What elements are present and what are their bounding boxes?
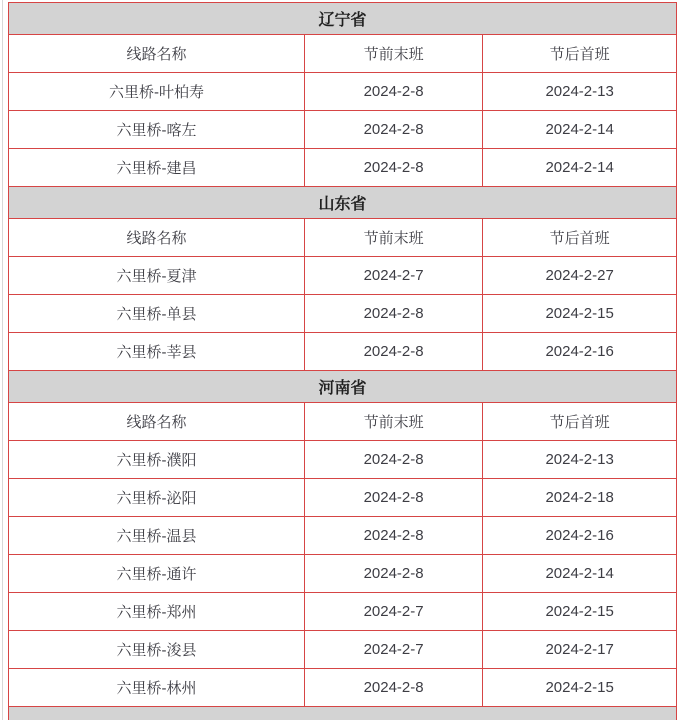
first-after-cell: 2024-2-27 xyxy=(483,257,677,295)
first-after-cell: 2024-2-18 xyxy=(483,479,677,517)
province-label-partial xyxy=(9,707,677,720)
route-cell: 六里桥-单县 xyxy=(9,295,305,333)
column-header-first-after: 节后首班 xyxy=(483,403,677,441)
column-header-first-after: 节后首班 xyxy=(483,35,677,73)
route-cell: 六里桥-林州 xyxy=(9,669,305,707)
page-edge-line xyxy=(2,0,3,720)
section-header-row xyxy=(9,187,677,219)
table-row xyxy=(9,73,677,111)
last-before-cell: 2024-2-8 xyxy=(304,555,482,593)
table-row xyxy=(9,295,677,333)
route-cell: 六里桥-建昌 xyxy=(9,149,305,187)
last-before-cell: 2024-2-8 xyxy=(304,111,482,149)
last-before-cell: 2024-2-8 xyxy=(304,295,482,333)
last-before-cell: 2024-2-7 xyxy=(304,593,482,631)
section-header-row xyxy=(9,371,677,403)
table-row xyxy=(9,149,677,187)
first-after-cell: 2024-2-14 xyxy=(483,149,677,187)
route-cell: 六里桥-喀左 xyxy=(9,111,305,149)
section-header-row-partial xyxy=(9,707,677,720)
route-cell: 六里桥-濮阳 xyxy=(9,441,305,479)
bus-schedule-table xyxy=(8,2,677,720)
table-row xyxy=(9,593,677,631)
column-header-route: 线路名称 xyxy=(9,219,305,257)
table-row xyxy=(9,111,677,149)
first-after-cell: 2024-2-17 xyxy=(483,631,677,669)
route-cell: 六里桥-叶柏寿 xyxy=(9,73,305,111)
province-label: 山东省 xyxy=(9,187,677,219)
route-cell: 六里桥-莘县 xyxy=(9,333,305,371)
first-after-cell: 2024-2-13 xyxy=(483,73,677,111)
last-before-cell: 2024-2-8 xyxy=(304,149,482,187)
table-row xyxy=(9,555,677,593)
last-before-cell: 2024-2-7 xyxy=(304,631,482,669)
province-label: 河南省 xyxy=(9,371,677,403)
first-after-cell: 2024-2-16 xyxy=(483,333,677,371)
route-cell: 六里桥-泌阳 xyxy=(9,479,305,517)
route-cell: 六里桥-郑州 xyxy=(9,593,305,631)
column-header-last-before: 节前末班 xyxy=(304,35,482,73)
first-after-cell: 2024-2-15 xyxy=(483,295,677,333)
province-label: 辽宁省 xyxy=(9,3,677,35)
route-cell: 六里桥-温县 xyxy=(9,517,305,555)
last-before-cell: 2024-2-8 xyxy=(304,333,482,371)
last-before-cell: 2024-2-8 xyxy=(304,517,482,555)
column-header-last-before: 节前末班 xyxy=(304,403,482,441)
last-before-cell: 2024-2-8 xyxy=(304,669,482,707)
column-header-first-after: 节后首班 xyxy=(483,219,677,257)
route-cell: 六里桥-夏津 xyxy=(9,257,305,295)
column-header-row xyxy=(9,403,677,441)
table-row xyxy=(9,479,677,517)
last-before-cell: 2024-2-8 xyxy=(304,479,482,517)
column-header-route: 线路名称 xyxy=(9,35,305,73)
table-row xyxy=(9,333,677,371)
column-header-last-before: 节前末班 xyxy=(304,219,482,257)
column-header-row xyxy=(9,35,677,73)
section-header-row xyxy=(9,3,677,35)
route-cell: 六里桥-浚县 xyxy=(9,631,305,669)
last-before-cell: 2024-2-7 xyxy=(304,257,482,295)
first-after-cell: 2024-2-14 xyxy=(483,555,677,593)
first-after-cell: 2024-2-16 xyxy=(483,517,677,555)
column-header-route: 线路名称 xyxy=(9,403,305,441)
table-row xyxy=(9,631,677,669)
last-before-cell: 2024-2-8 xyxy=(304,441,482,479)
first-after-cell: 2024-2-13 xyxy=(483,441,677,479)
table-row xyxy=(9,257,677,295)
first-after-cell: 2024-2-15 xyxy=(483,593,677,631)
column-header-row xyxy=(9,219,677,257)
first-after-cell: 2024-2-14 xyxy=(483,111,677,149)
table-row xyxy=(9,517,677,555)
table-row xyxy=(9,669,677,707)
first-after-cell: 2024-2-15 xyxy=(483,669,677,707)
route-cell: 六里桥-通许 xyxy=(9,555,305,593)
table-row xyxy=(9,441,677,479)
last-before-cell: 2024-2-8 xyxy=(304,73,482,111)
